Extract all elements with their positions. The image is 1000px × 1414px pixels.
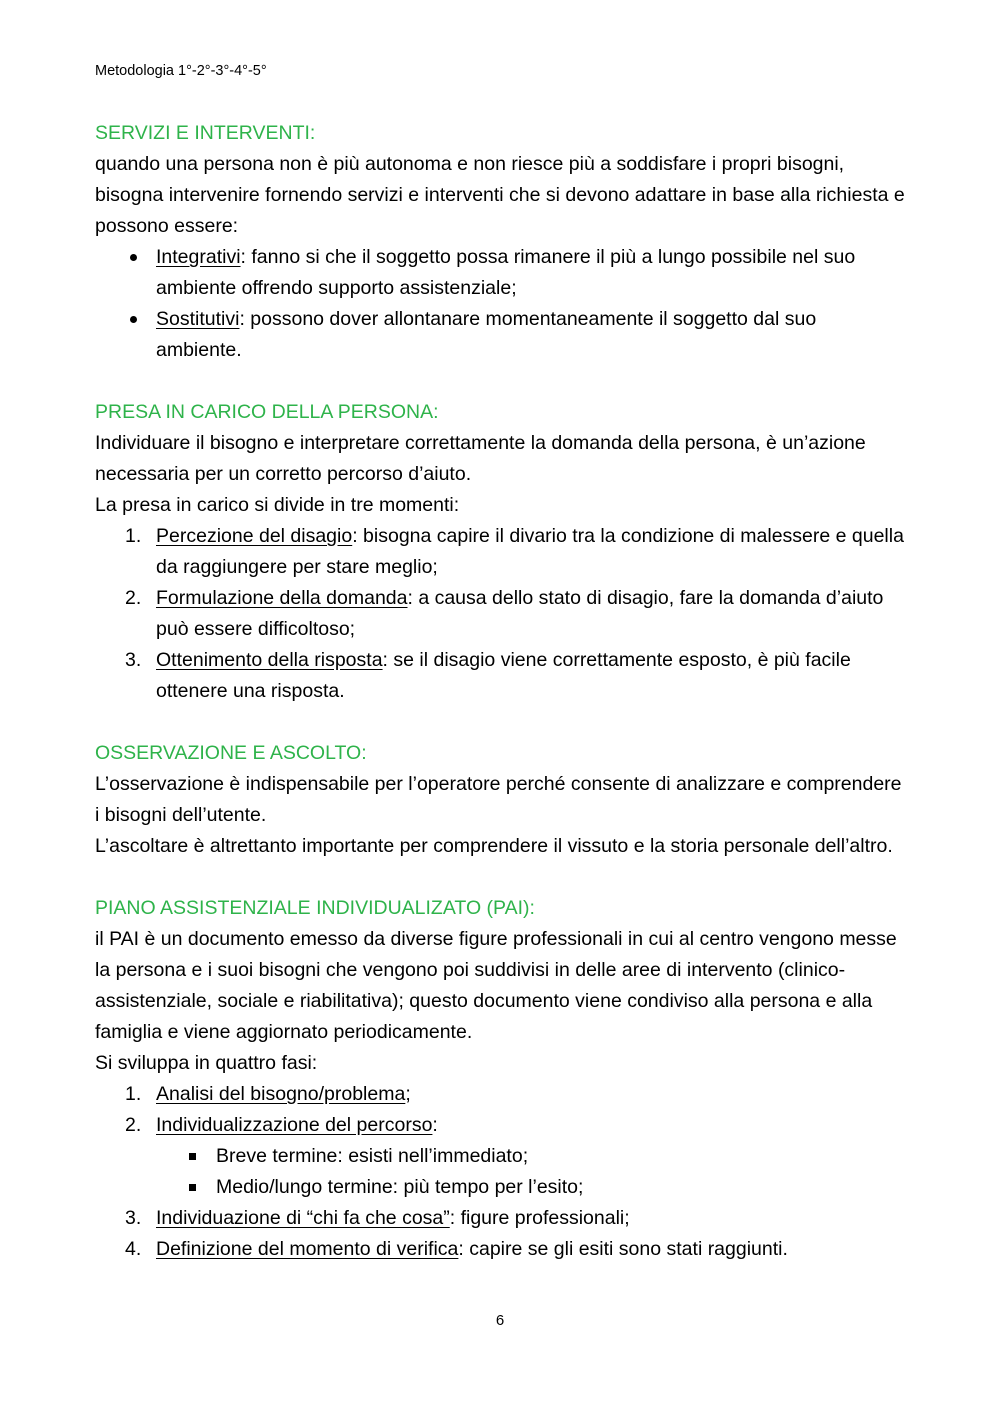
list-item-term: Percezione del disagio: [156, 525, 353, 547]
list-item: [95, 645, 905, 707]
list-item: [95, 1234, 905, 1265]
list-item: [95, 1079, 905, 1110]
list-item-text: :: [432, 1114, 438, 1136]
bullet-icon: [130, 316, 137, 323]
list-item: [95, 1203, 905, 1234]
list-item-text: : bisogna capire il divario tra la condizione di malessere e quella da raggiungere per stare meglio;: [156, 525, 904, 578]
list-number: 1.: [125, 525, 142, 547]
list-item-term: Integrativi: [156, 246, 241, 268]
list-item-term: Ottenimento della risposta: [156, 649, 383, 671]
sub-list-item-text: Medio/lungo termine: più tempo per l’esito;: [216, 1176, 584, 1198]
list-item-term: Definizione del momento di verifica: [156, 1238, 459, 1260]
list-number: 3.: [125, 1207, 142, 1229]
section-title-presa: PRESA IN CARICO DELLA PERSONA:: [95, 401, 439, 423]
paragraph-pai-1: il PAI è un documento emesso da diverse figure professionali in cui al centro vengono messe la persona e i suoi bisogni che vengono poi suddivisi in delle aree di intervento (clinico-assistenziale, sociale e riabilitativa); questo documento viene condiviso alla persona e alla famiglia e viene aggiornato periodicamente.: [95, 928, 897, 1043]
list-item: [95, 304, 905, 366]
list-item-term: Individuazione di “chi fa che cosa”: [156, 1207, 450, 1229]
list-item-text: ;: [405, 1083, 411, 1105]
list-item: [95, 521, 905, 583]
sub-list-item: [95, 1141, 905, 1172]
list-item-text: : a causa dello stato di disagio, fare la domanda d’aiuto può essere difficoltoso;: [156, 587, 884, 640]
list-item-term: Analisi del bisogno/problema: [156, 1083, 406, 1105]
list-number: 3.: [125, 649, 142, 671]
square-bullet-icon: [189, 1153, 196, 1160]
list-item-text: : capire se gli esiti sono stati raggiunti.: [458, 1238, 788, 1260]
list-item: [95, 583, 905, 645]
page-header: Metodologia 1°-2°-3°-4°-5°: [95, 63, 267, 79]
section-title-servizi: SERVIZI E INTERVENTI:: [95, 122, 316, 144]
paragraph-servizi-intro: quando una persona non è più autonoma e non riesce più a soddisfare i propri bisogni, bisogna intervenire fornendo servizi e interventi che si devono adattare in base alla richiesta e possono essere:: [95, 153, 905, 237]
list-item-text: : possono dover allontanare momentaneamente il soggetto dal suo ambiente.: [156, 308, 817, 361]
section-title-pai: PIANO ASSISTENZIALE INDIVIDUALIZATO (PAI):: [95, 897, 535, 919]
paragraph-presa-1: Individuare il bisogno e interpretare correttamente la domanda della persona, è un’azione necessaria per un corretto percorso d’aiuto.: [95, 432, 866, 485]
list-item: [95, 1110, 905, 1141]
list-item-text: : figure professionali;: [449, 1207, 630, 1229]
paragraph-osservazione-2: L’ascoltare è altrettanto importante per comprendere il vissuto e la storia personale dell’altro.: [95, 835, 893, 857]
list-item-term: Sostitutivi: [156, 308, 240, 330]
list-item: [95, 242, 905, 304]
bullet-icon: [130, 254, 137, 261]
page-number: 6: [495, 1312, 505, 1329]
list-number: 1.: [125, 1083, 142, 1105]
sub-list-item-text: Breve termine: esisti nell’immediato;: [216, 1145, 529, 1167]
list-number: 4.: [125, 1238, 142, 1260]
square-bullet-icon: [189, 1184, 196, 1191]
paragraph-presa-2: La presa in carico si divide in tre momenti:: [95, 494, 460, 516]
list-item-text: : se il disagio viene correttamente esposto, è più facile ottenere una risposta.: [156, 649, 851, 702]
list-number: 2.: [125, 1114, 142, 1136]
paragraph-osservazione-1: L’osservazione è indispensabile per l’operatore perché consente di analizzare e comprendere i bisogni dell’utente.: [95, 773, 902, 826]
sub-list-item: [95, 1172, 905, 1203]
section-title-osservazione: OSSERVAZIONE E ASCOLTO:: [95, 742, 367, 764]
list-item-text: : fanno si che il soggetto possa rimanere il più a lungo possibile nel suo ambiente offrendo supporto assistenziale;: [156, 246, 856, 299]
paragraph-pai-2: Si sviluppa in quattro fasi:: [95, 1052, 318, 1074]
list-item-term: Formulazione della domanda: [156, 587, 408, 609]
list-item-term: Individualizzazione del percorso: [156, 1114, 433, 1136]
list-number: 2.: [125, 587, 142, 609]
document-body: [95, 118, 905, 1265]
